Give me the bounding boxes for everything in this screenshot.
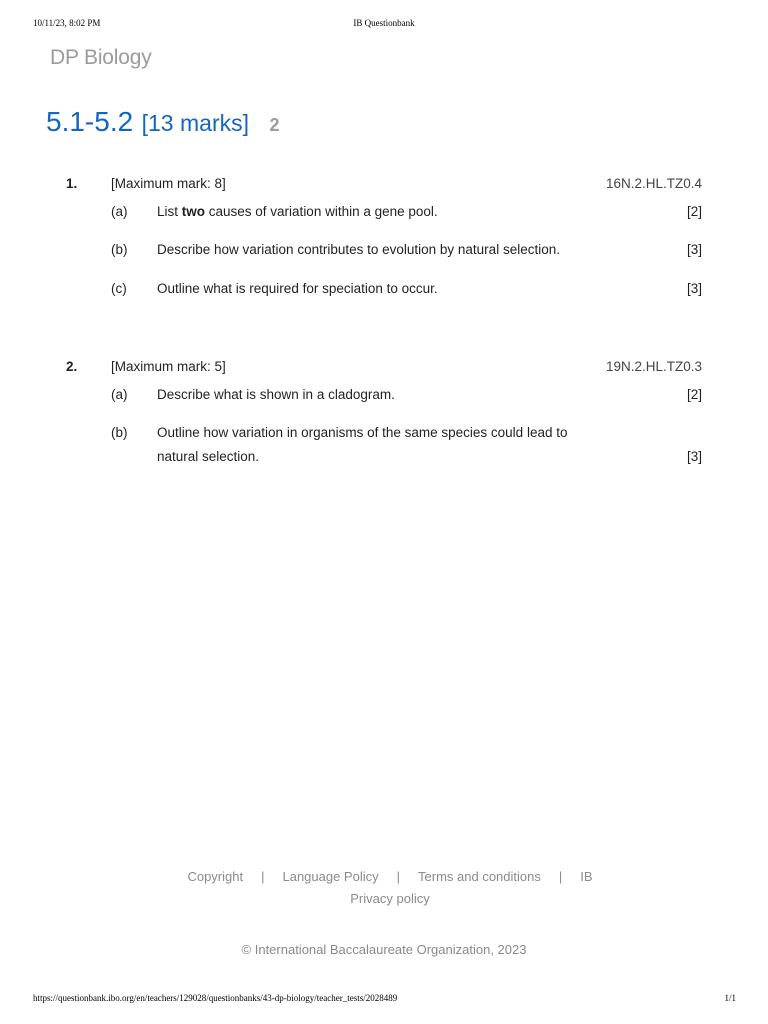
footer-link-language-policy[interactable]: Language Policy [282,869,379,884]
part-text: Outline what is required for speciation to occur. [157,281,438,296]
test-code: 5.1-5.2 [46,106,134,137]
part-label: (b) [111,425,128,440]
test-marks: [13 marks] [141,110,249,136]
part-label: (a) [111,387,128,402]
part-label: (c) [111,281,127,296]
part-text-after: causes of variation within a gene pool. [205,204,438,219]
question-2 [0,359,768,469]
question-reference: 19N.2.HL.TZ0.3 [605,359,702,374]
part-text: Describe how variation contributes to evolution by natural selection. [157,242,560,257]
part-text-before: List [157,204,182,219]
question-1 [0,176,768,301]
print-url: https://questionbank.ibo.org/en/teachers/129028/questionbanks/43-dp-biology/teacher_tests/2028489 [33,993,398,1003]
question-part [0,421,768,469]
question-reference: 16N.2.HL.TZ0.4 [605,176,702,191]
part-text-line-1: Outline how variation in organisms of the same species could lead to [157,425,568,440]
footer-link-copyright[interactable]: Copyright [187,869,244,884]
subject-title: DP Biology [50,46,152,69]
question-part [0,383,768,421]
question-number: 2. [66,359,78,374]
copyright-notice: © International Baccalaureate Organization, 2023 [241,942,527,957]
print-datetime: 10/11/23, 8:02 PM [33,18,101,28]
question-header [0,176,768,200]
question-part [0,277,768,301]
maximum-mark: [Maximum mark: 5] [111,359,226,374]
question-part [0,238,768,277]
part-marks: [2] [686,387,702,402]
footer-link-terms[interactable]: Terms and conditions [418,869,541,884]
part-label: (b) [111,242,128,257]
part-label: (a) [111,204,128,219]
part-marks: [3] [686,242,702,257]
part-marks: [2] [686,204,702,219]
question-header [0,359,768,383]
footer-separator: | [261,869,265,884]
footer-separator: | [396,869,401,884]
question-part [0,200,768,238]
part-text [157,421,597,469]
print-page-title: IB Questionbank [353,18,415,28]
footer-link-privacy-part1[interactable]: IB [580,869,593,884]
question-number: 1. [66,176,78,191]
part-text: Describe what is shown in a cladogram. [157,387,395,402]
test-title [46,106,279,138]
part-text-line-2: natural selection. [157,449,260,464]
print-page-number: 1/1 [724,993,736,1003]
part-marks: [3] [686,281,702,296]
footer-link-privacy-part2[interactable]: Privacy policy [350,891,430,906]
question-count: 2 [269,115,280,135]
part-marks: [3] [686,449,702,464]
footer-separator: | [558,869,563,884]
footer-links [160,866,620,910]
maximum-mark: [Maximum mark: 8] [111,176,226,191]
part-text-emphasis: two [181,204,206,219]
part-text [157,200,597,224]
